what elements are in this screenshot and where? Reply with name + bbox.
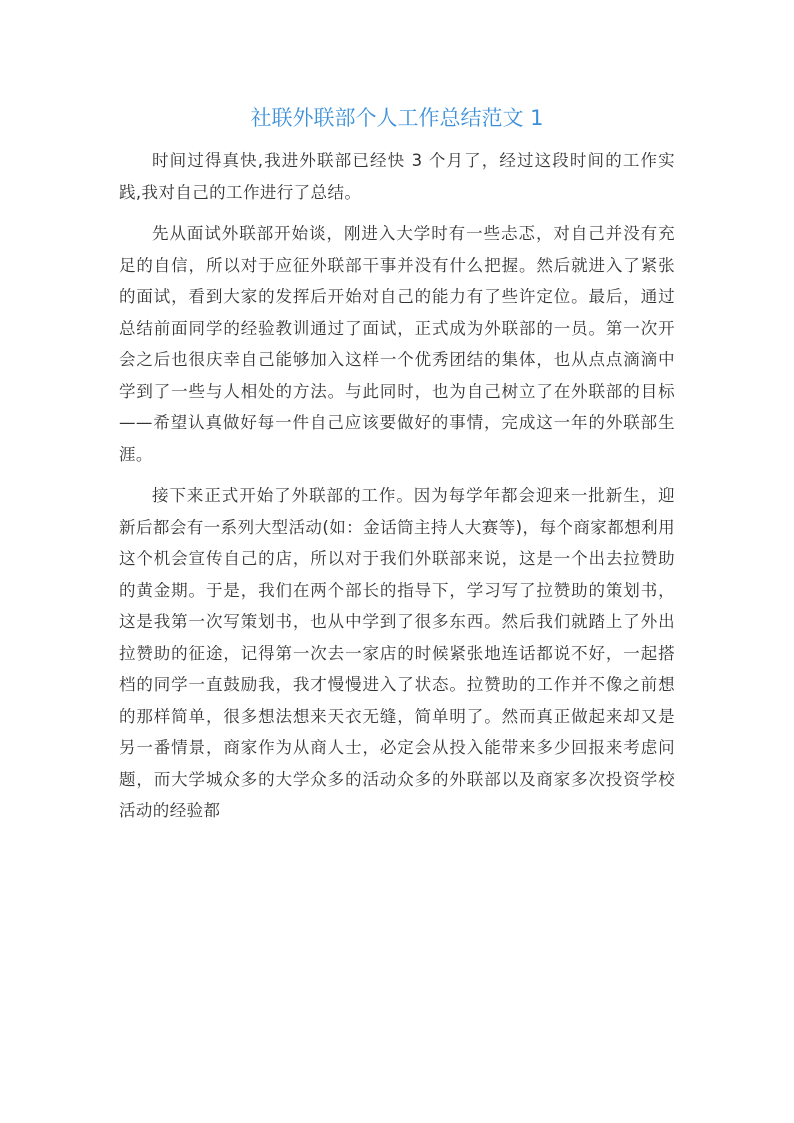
paragraph-2: 先从面试外联部开始谈，刚进入大学时有一些忐忑，对自己并没有充足的自信，所以对于应征外联部干事并没有什么把握。然后就进入了紧张的面试，看到大家的发挥后开始对自己的能力有了些许定位。最后，通过总结前面同学的经验教训通过了面试，正式成为外联部的一员。第一次开会之后也很庆幸自己能够加入这样一个优秀团结的集体，也从点点滴滴中学到了一些与人相处的方法。与此同时，也为自己树立了在外联部的目标——希望认真做好每一件自己应该要做好的事情，完成这一年的外联部生涯。 — [119, 224, 675, 464]
paragraph-1: 时间过得真快,我进外联部已经快 3 个月了，经过这段时间的工作实践,我对自己的工作进行了总结。 — [119, 151, 675, 202]
document-title: 社联外联部个人工作总结范文 1 — [250, 106, 544, 130]
paragraph-3: 接下来正式开始了外联部的工作。因为每学年都会迎来一批新生，迎新后都会有一系列大型活动(如：金话筒主持人大赛等)，每个商家都想利用这个机会宣传自己的店，所以对于我们外联部来说，这是一个出去拉赞助的黄金期。于是，我们在两个部长的指导下，学习写了拉赞助的策划书，这是我第一次写策划书，也从中学到了很多东西。然后我们就踏上了外出拉赞助的征途，记得第一次去一家店的时候紧张地连话都说不好，一起搭档的同学一直鼓励我，我才慢慢进入了状态。拉赞助的工作并不像之前想的那样简单，很多想法想来天衣无缝，简单明了。然而真正做起来却又是另一番情景，商家作为从商人士，必定会从投入能带来多少回报来考虑问题，而大学城众多的大学众多的活动众多的外联部以及商家多次投资学校活动的经验都 — [119, 486, 675, 820]
document-body — [119, 145, 675, 837]
